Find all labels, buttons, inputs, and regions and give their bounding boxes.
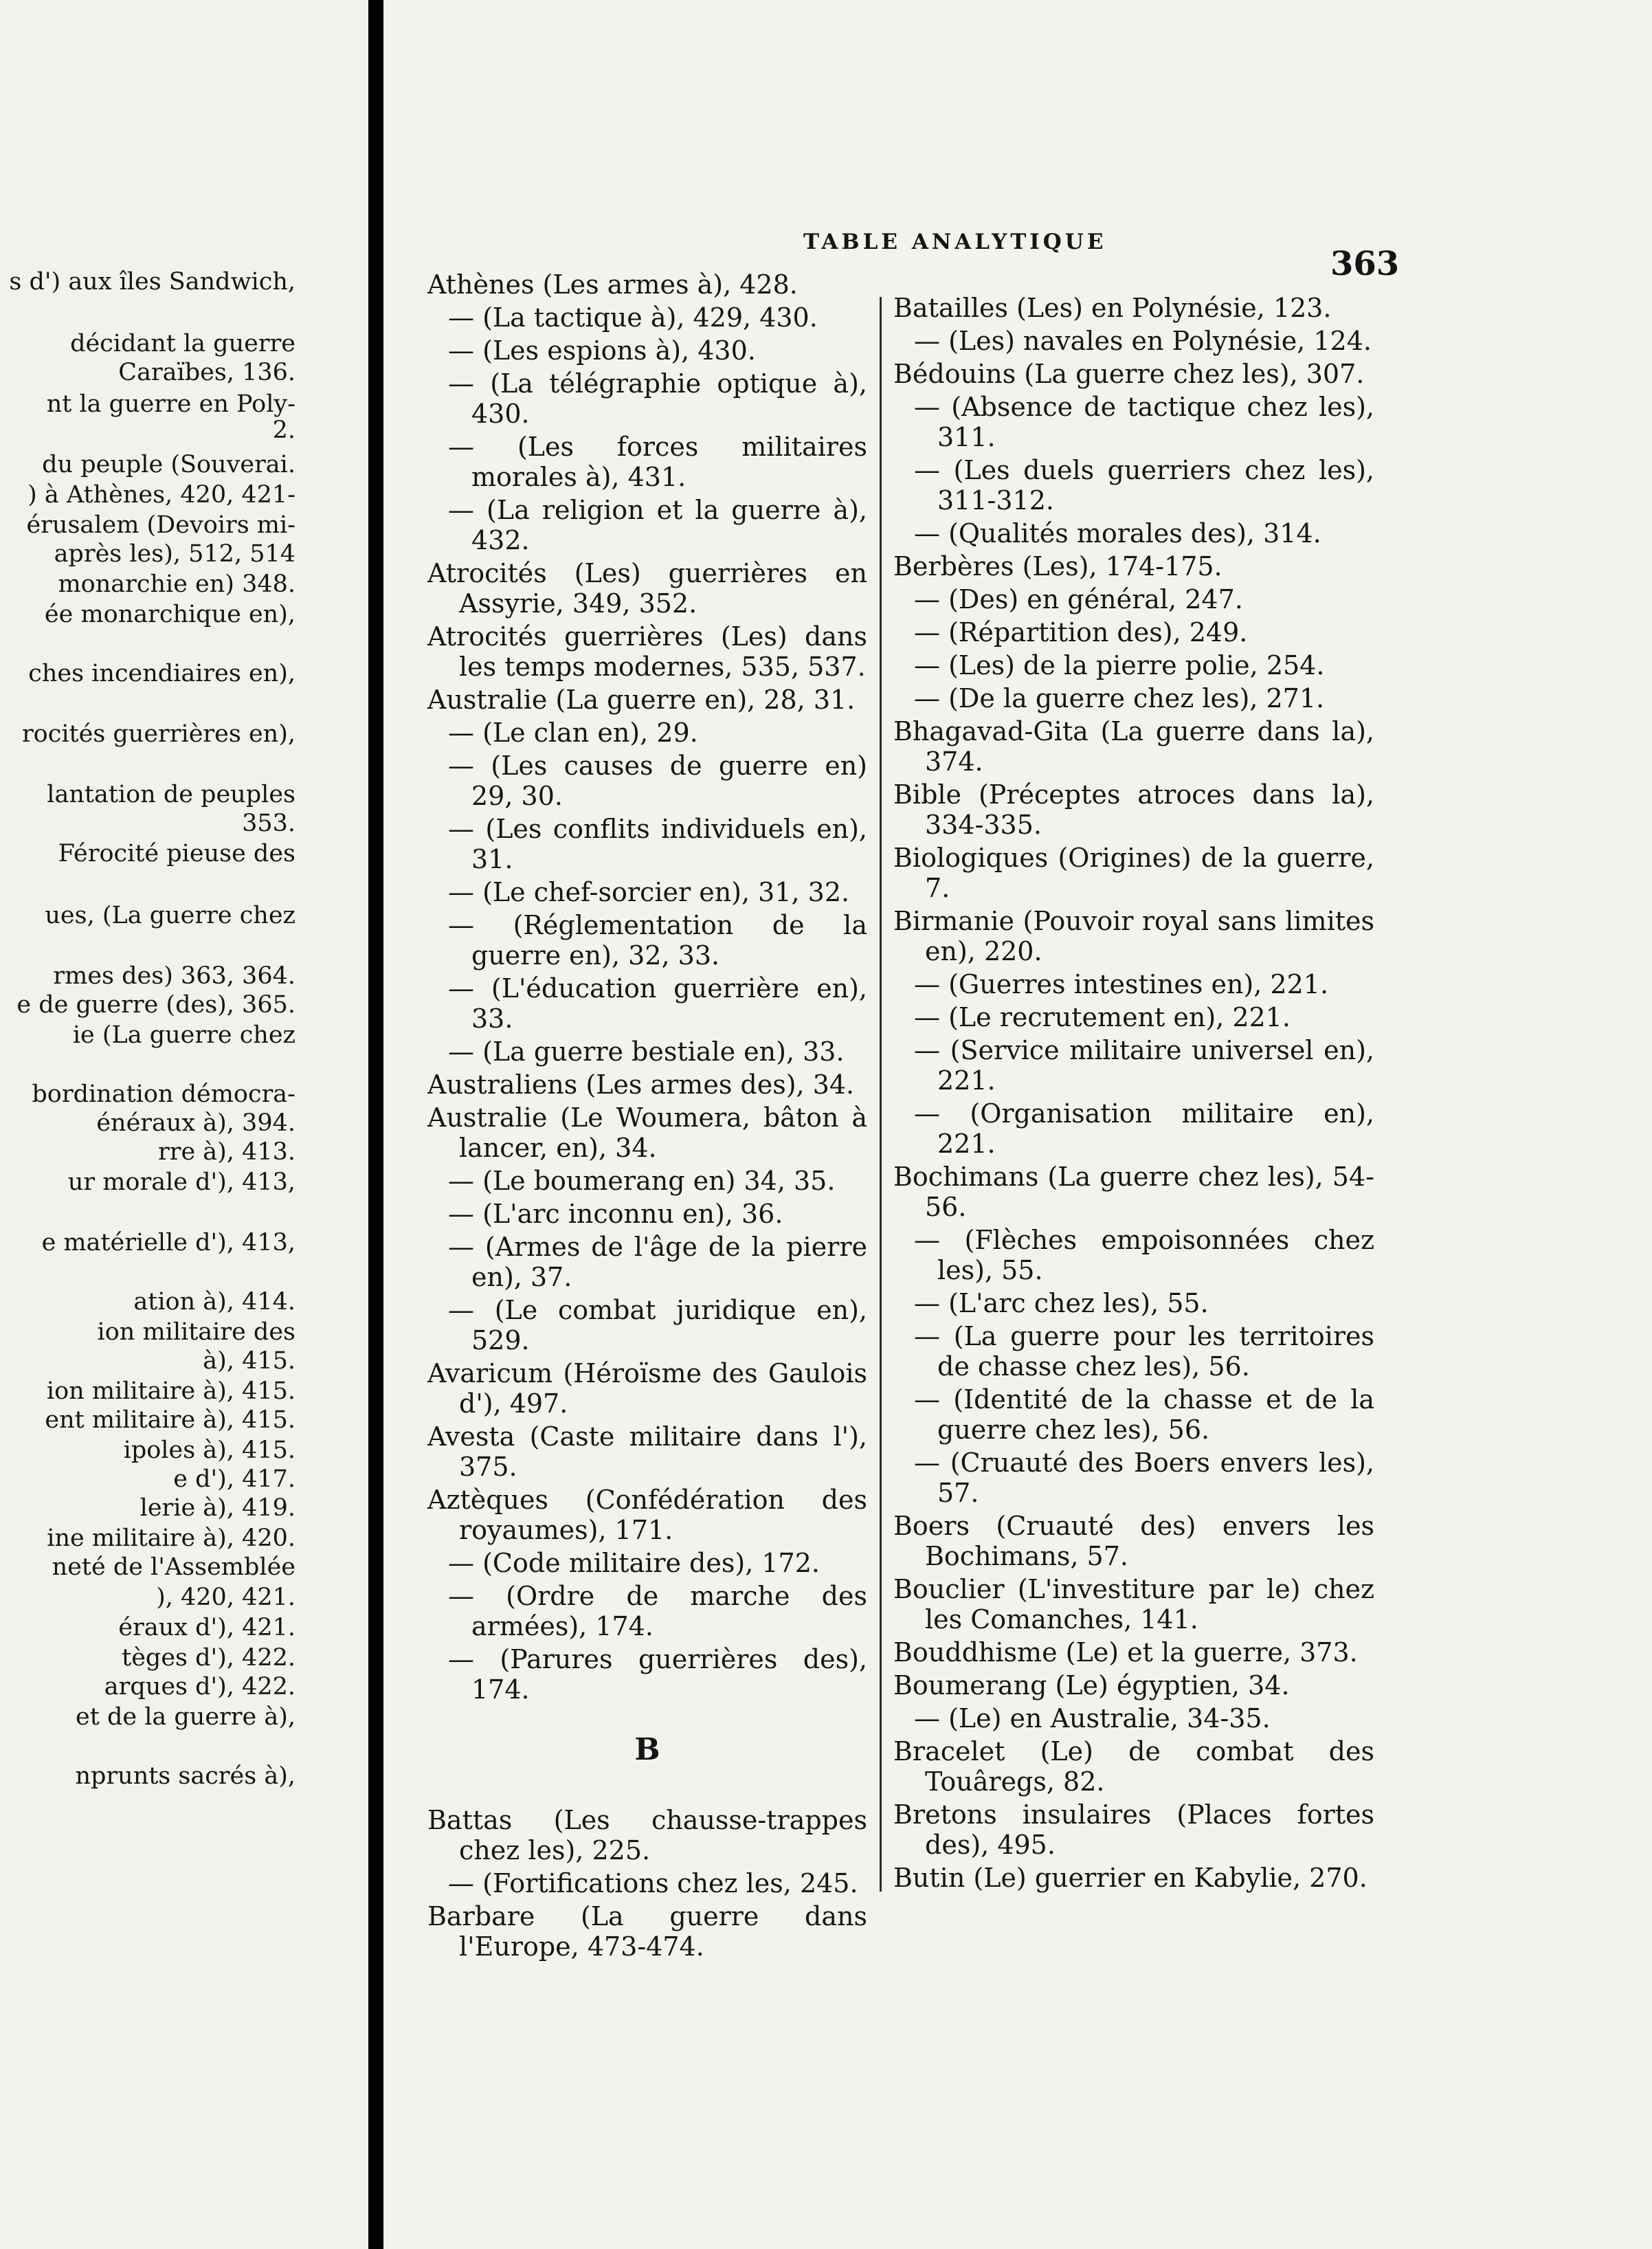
left-fragment: ) à Athènes, 420, 421- bbox=[27, 481, 295, 509]
left-fragment: nprunts sacrés à), bbox=[75, 1762, 295, 1790]
index-subentry: — (Les forces militaires morales à), 431. bbox=[448, 432, 867, 492]
left-fragment: monarchie en) 348. bbox=[58, 570, 295, 598]
left-fragment: 353. bbox=[242, 810, 295, 837]
left-page bbox=[0, 0, 368, 2249]
index-entries-right bbox=[893, 293, 1374, 1893]
index-entries-a bbox=[427, 269, 867, 1705]
left-fragment: nt la guerre en Poly- bbox=[46, 390, 295, 418]
index-subentry: — (Armes de l'âge de la pierre en), 37. bbox=[448, 1232, 867, 1292]
index-subentry: — (De la guerre chez les), 271. bbox=[914, 683, 1325, 713]
index-subentry: — (Le boumerang en) 34, 35. bbox=[448, 1166, 836, 1196]
index-subentry: — (Cruauté des Boers envers les), 57. bbox=[914, 1448, 1374, 1508]
left-fragment: bordination démocra- bbox=[32, 1081, 295, 1108]
index-entry: Australie (Le Woumera, bâton à lancer, en), 34. bbox=[427, 1103, 867, 1163]
index-subentry: — (Service militaire universel en), 221. bbox=[914, 1035, 1374, 1096]
index-subentry: — (Les duels guerriers chez les), 311-312. bbox=[914, 455, 1374, 516]
left-fragment: s d') aux îles Sandwich, bbox=[9, 268, 295, 296]
index-entry: Bouclier (L'investiture par le) chez les Comanches, 141. bbox=[893, 1574, 1374, 1635]
index-entry: Bretons insulaires (Places fortes des), 495. bbox=[893, 1799, 1374, 1860]
index-entry: Atrocités guerrières (Les) dans les temps modernes, 535, 537. bbox=[427, 621, 867, 682]
left-fragment: après les), 512, 514 bbox=[54, 540, 295, 568]
index-entry: Bochimans (La guerre chez les), 54-56. bbox=[893, 1162, 1374, 1222]
index-subentry: — (L'éducation guerrière en), 33. bbox=[448, 973, 867, 1034]
index-entry: Boumerang (Le) égyptien, 34. bbox=[893, 1670, 1290, 1700]
index-subentry: — (Le combat juridique en), 529. bbox=[448, 1295, 867, 1355]
index-subentry: — (La guerre bestiale en), 33. bbox=[448, 1037, 845, 1067]
right-page bbox=[383, 0, 1652, 2249]
index-subentry: — (Les causes de guerre en) 29, 30. bbox=[448, 751, 867, 811]
index-entry: Athènes (Les armes à), 428. bbox=[427, 269, 798, 300]
left-fragment: rmes des) 363, 364. bbox=[53, 962, 295, 990]
index-subentry: — (Guerres intestines en), 221. bbox=[914, 969, 1329, 999]
left-fragment: ion militaire à), 415. bbox=[46, 1377, 295, 1405]
index-entry: Atrocités (Les) guerrières en Assyrie, 349, 352. bbox=[427, 558, 867, 619]
index-entry: Butin (Le) guerrier en Kabylie, 270. bbox=[893, 1863, 1368, 1893]
index-column-middle bbox=[427, 269, 867, 1964]
index-subentry: — (Ordre de marche des armées), 174. bbox=[448, 1581, 867, 1641]
left-fragment: ues, (La guerre chez bbox=[45, 902, 295, 929]
left-fragment: à), 415. bbox=[203, 1347, 295, 1375]
left-fragment: rre à), 413. bbox=[157, 1138, 295, 1166]
index-entry: Australie (La guerre en), 28, 31. bbox=[427, 685, 856, 715]
left-fragment: énéraux à), 394. bbox=[96, 1109, 295, 1137]
section-letter: B bbox=[634, 1732, 660, 1767]
index-subentry: — (La tactique à), 429, 430. bbox=[448, 302, 818, 333]
index-column-right bbox=[893, 293, 1374, 1896]
index-entry: Bhagavad-Gita (La guerre dans la), 374. bbox=[893, 716, 1374, 777]
left-fragment: ), 420, 421. bbox=[156, 1584, 295, 1611]
page-number: 363 bbox=[1330, 245, 1400, 283]
index-entry: Bible (Préceptes atroces dans la), 334-335. bbox=[893, 779, 1374, 840]
index-subentry: — (L'arc inconnu en), 36. bbox=[448, 1199, 783, 1229]
index-subentry: — (Flèches empoisonnées chez les), 55. bbox=[914, 1225, 1374, 1285]
index-subentry: — (Le recrutement en), 221. bbox=[914, 1002, 1291, 1032]
index-entry: Berbères (Les), 174-175. bbox=[893, 551, 1223, 581]
left-fragment: neté de l'Assemblée bbox=[52, 1553, 295, 1581]
index-subentry: — (Des) en général, 247. bbox=[914, 584, 1243, 614]
left-fragment: ée monarchique en), bbox=[44, 601, 295, 628]
left-fragment: tèges d'), 422. bbox=[122, 1644, 295, 1672]
index-entry: Avaricum (Héroïsme des Gaulois d'), 497. bbox=[427, 1358, 867, 1419]
left-fragment: 2. bbox=[272, 417, 295, 444]
index-subentry: — (Le chef-sorcier en), 31, 32. bbox=[448, 877, 850, 907]
index-subentry: — (L'arc chez les), 55. bbox=[914, 1288, 1209, 1318]
index-subentry: — (Fortifications chez les, 245. bbox=[448, 1868, 858, 1898]
index-subentry: — (Les) navales en Polynésie, 124. bbox=[914, 326, 1372, 356]
left-fragment: ine militaire à), 420. bbox=[47, 1525, 295, 1552]
running-title: TABLE ANALYTIQUE bbox=[803, 230, 1107, 254]
left-fragment: et de la guerre à), bbox=[76, 1703, 295, 1731]
index-subentry: — (Code militaire des), 172. bbox=[448, 1548, 820, 1578]
page-gutter bbox=[368, 0, 383, 2249]
left-fragment: ipoles à), 415. bbox=[123, 1437, 295, 1464]
left-fragment: du peuple (Souverai. bbox=[42, 451, 295, 478]
index-entry: Boers (Cruauté des) envers les Bochimans, 57. bbox=[893, 1511, 1374, 1571]
index-entry: Bouddhisme (Le) et la guerre, 373. bbox=[893, 1637, 1358, 1668]
index-entry: Bédouins (La guerre chez les), 307. bbox=[893, 359, 1365, 389]
index-entry: Battas (Les chausse-trappes chez les), 225. bbox=[427, 1805, 867, 1865]
left-fragment: rocités guerrières en), bbox=[21, 720, 295, 748]
index-entries-b bbox=[427, 1805, 867, 1962]
left-fragment: lantation de peuples bbox=[47, 781, 295, 808]
left-fragment: décidant la guerre bbox=[70, 330, 295, 357]
index-entry: Bracelet (Le) de combat des Touâregs, 82. bbox=[893, 1736, 1374, 1797]
column-rule bbox=[880, 297, 882, 1892]
index-subentry: — (La guerre pour les territoires de chasse chez les), 56. bbox=[914, 1321, 1374, 1382]
index-subentry: — (Le) en Australie, 34-35. bbox=[914, 1703, 1271, 1733]
left-fragment: e d'), 417. bbox=[173, 1465, 295, 1493]
left-fragment: e de guerre (des), 365. bbox=[16, 991, 295, 1019]
left-fragment: ation à), 414. bbox=[133, 1288, 295, 1316]
left-fragment: lerie à), 419. bbox=[139, 1494, 295, 1522]
left-fragment: e matérielle d'), 413, bbox=[41, 1229, 295, 1256]
index-subentry: — (Identité de la chasse et de la guerre chez les), 56. bbox=[914, 1384, 1374, 1445]
index-subentry: — (La religion et la guerre à), 432. bbox=[448, 495, 867, 555]
index-subentry: — (Parures guerrières des), 174. bbox=[448, 1644, 867, 1705]
index-subentry: — (Absence de tactique chez les), 311. bbox=[914, 392, 1374, 452]
index-subentry: — (Qualités morales des), 314. bbox=[914, 518, 1321, 549]
index-entry: Australiens (Les armes des), 34. bbox=[427, 1070, 855, 1100]
left-fragment: ches incendiaires en), bbox=[28, 660, 295, 687]
index-entry: Barbare (La guerre dans l'Europe, 473-474. bbox=[427, 1901, 867, 1962]
index-subentry: — (Réglementation de la guerre en), 32, 33. bbox=[448, 910, 867, 971]
index-subentry: — (Les espions à), 430. bbox=[448, 335, 756, 366]
left-fragment: Férocité pieuse des bbox=[58, 840, 295, 867]
left-fragment: érusalem (Devoirs mi- bbox=[26, 511, 295, 539]
left-fragment: éraux d'), 421. bbox=[118, 1614, 295, 1641]
index-subentry: — (Répartition des), 249. bbox=[914, 617, 1248, 647]
left-fragment: ent militaire à), 415. bbox=[45, 1406, 295, 1434]
left-fragment: ie (La guerre chez bbox=[72, 1021, 295, 1049]
index-subentry: — (La télégraphie optique à), 430. bbox=[448, 368, 867, 429]
left-fragment: arques d'), 422. bbox=[104, 1673, 295, 1700]
index-entry: Avesta (Caste militaire dans l'), 375. bbox=[427, 1421, 867, 1482]
index-subentry: — (Organisation militaire en), 221. bbox=[914, 1098, 1374, 1159]
index-entry: Aztèques (Confédération des royaumes), 171. bbox=[427, 1485, 867, 1545]
index-subentry: — (Les conflits individuels en), 31. bbox=[448, 814, 867, 874]
index-subentry: — (Le clan en), 29. bbox=[448, 718, 698, 748]
index-entry: Biologiques (Origines) de la guerre, 7. bbox=[893, 843, 1374, 903]
left-fragment: ur morale d'), 413, bbox=[67, 1168, 295, 1196]
index-subentry: — (Les) de la pierre polie, 254. bbox=[914, 650, 1325, 680]
left-fragment: ion militaire des bbox=[97, 1318, 295, 1346]
index-entry: Batailles (Les) en Polynésie, 123. bbox=[893, 293, 1332, 323]
left-fragment: Caraïbes, 136. bbox=[118, 359, 295, 386]
index-entry: Birmanie (Pouvoir royal sans limites en), 220. bbox=[893, 906, 1374, 966]
